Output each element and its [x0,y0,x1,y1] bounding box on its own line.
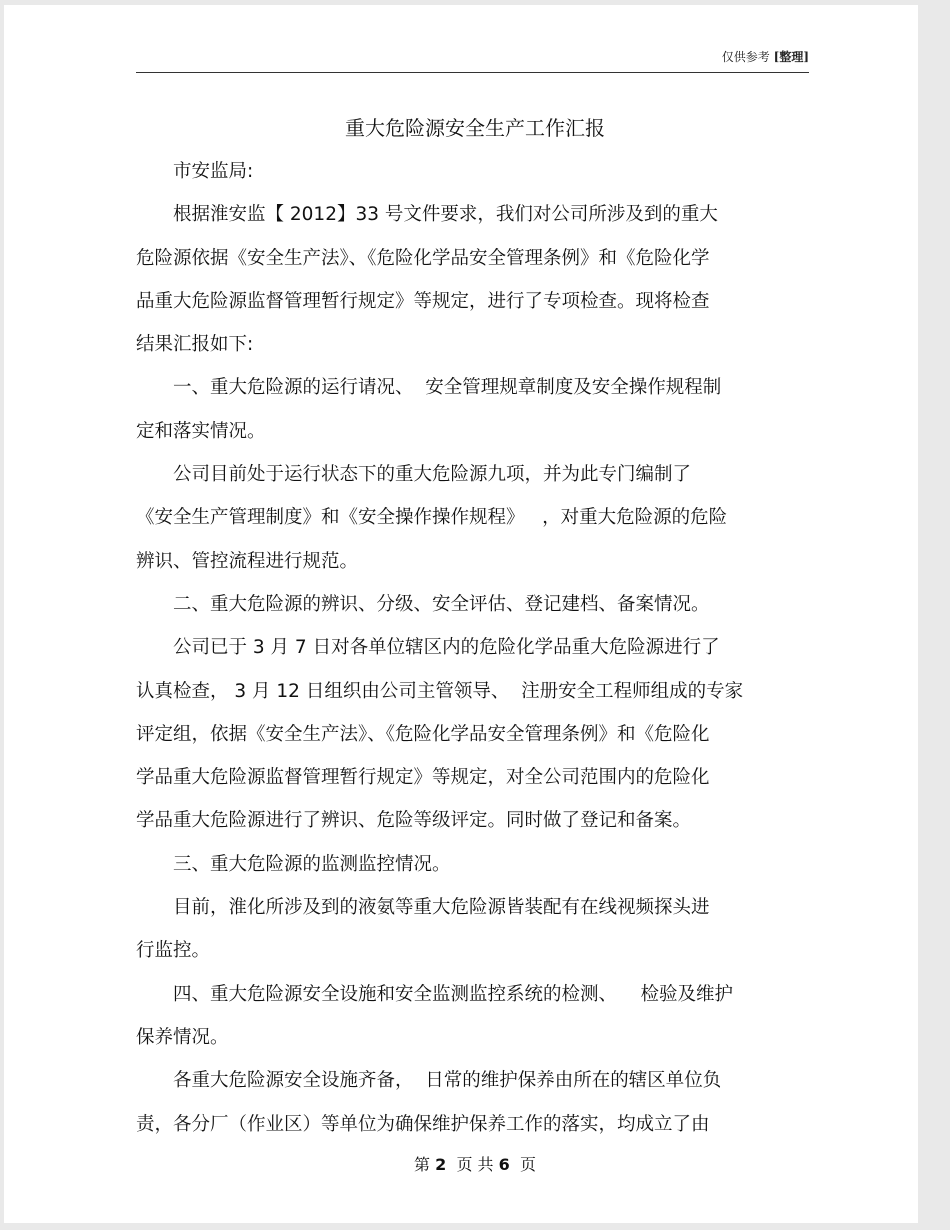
footer-mid: 页 共 [456,1155,494,1174]
body-line: 学品重大危险源进行了辨识、危险等级评定。同时做了登记和备案。 [136,810,692,832]
body-line: 品重大危险源监督管理暂行规定》等规定，进行了专项检查。现将检查 [136,290,710,312]
page-header [136,48,809,65]
footer-suffix: 页 [519,1155,536,1174]
body-line: 一、重大危险源的运行请况、 安全管理规章制度及安全操作规程制 [173,377,722,399]
body-line: 行监控。 [136,940,211,962]
body-line: 认真检查， 3 月 12 日组织由公司主管领导、 注册安全工程师组成的专家 [136,680,744,702]
document-title: 重大危险源安全生产工作汇报 [345,116,605,140]
body-line: 《安全生产管理制度》和《安全操作操作规程》 ，对重大危险源的危险 [136,507,728,529]
body-line: 目前，淮化所涉及到的液氨等重大危险源皆装配有在线视频探头进 [173,897,710,919]
footer-page-total: 6 [498,1155,510,1174]
body-line: 公司已于 3 月 7 日对各单位辖区内的危险化学品重大危险源进行了 [173,637,720,659]
body-line: 辨识、管控流程进行规范。 [136,550,359,572]
body-line: 学品重大危险源监督管理暂行规定》等规定，对全公司范围内的危险化 [136,767,710,789]
footer-page-current: 2 [435,1155,447,1174]
body-line: 各重大危险源安全设施齐备， 日常的维护保养由所在的辖区单位负 [173,1070,722,1092]
header-divider [136,72,809,73]
body-line: 结果汇报如下: [136,334,254,356]
page-footer [0,1152,950,1175]
body-line: 四、重大危险源安全设施和安全监测监控系统的检测、 检验及维护 [173,983,734,1005]
body-line: 定和落实情况。 [136,420,266,442]
body-line: 根据淮安监【 2012】33 号文件要求，我们对公司所涉及到的重大 [173,204,718,226]
body-line: 市安监局: [173,161,254,182]
header-note: 仅供参考 [721,50,770,64]
body-line: 评定组，依据《安全生产法》、《危险化学品安全管理条例》和《危险化 [136,723,710,745]
body-line: 危险源依据《安全生产法》、《危险化学品安全管理条例》和《危险化学 [136,247,710,269]
body-line: 责，各分厂（作业区）等单位为确保维护保养工作的落实，均成立了由 [136,1113,710,1135]
body-line: 三、重大危险源的监测监控情况。 [173,853,451,875]
body-line: 保养情况。 [136,1026,229,1048]
body-line: 公司目前处于运行状态下的重大危险源九项，并为此专门编制了 [173,464,692,486]
footer-prefix: 第 [414,1155,431,1174]
header-tag: [整理] [773,50,809,64]
document-body [136,150,816,1146]
body-line: 二、重大危险源的辨识、分级、安全评估、登记建档、备案情况。 [173,593,710,615]
